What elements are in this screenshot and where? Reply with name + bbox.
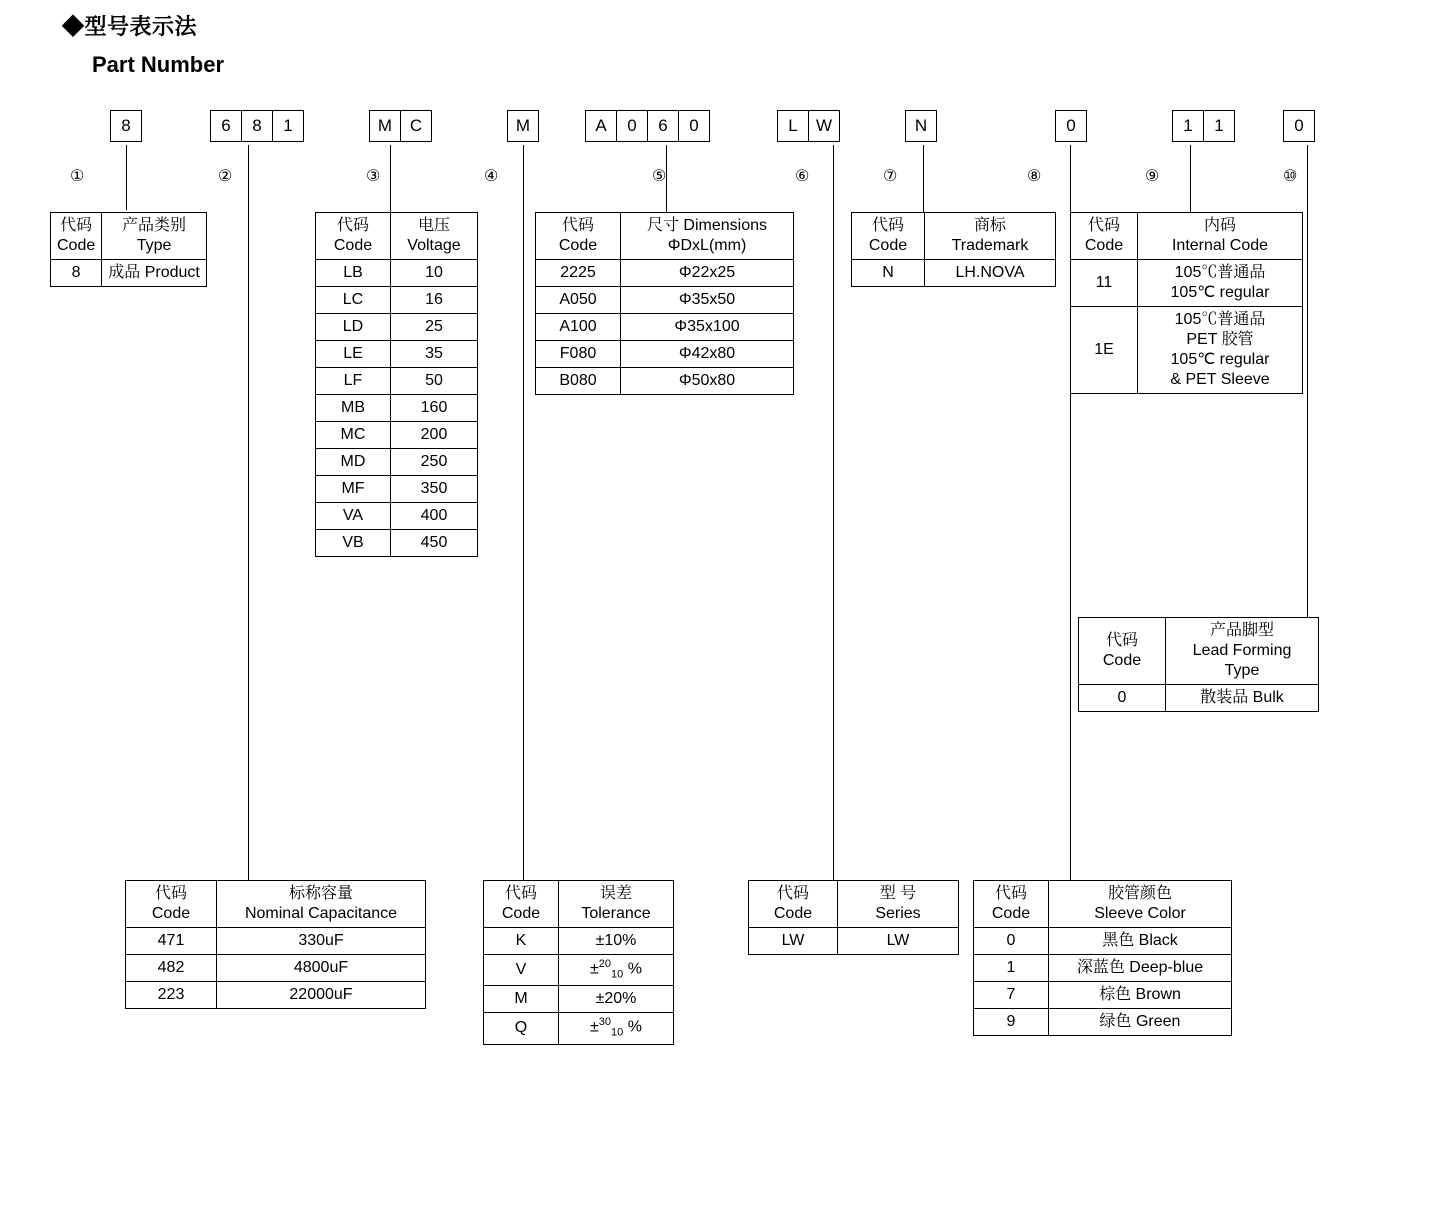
pn-group-4 <box>507 110 539 142</box>
leader-line <box>248 145 249 880</box>
cell-code: LD <box>316 314 391 341</box>
cell-value: 深蓝色 Deep-blue <box>1049 955 1232 982</box>
cell-code: M <box>484 986 559 1013</box>
cell-code: VB <box>316 530 391 557</box>
cell-value: ±$^{30}_{10}$ % <box>559 1013 674 1044</box>
header-type: 产品类别 Type <box>102 213 207 260</box>
pn-char: 0 <box>678 110 710 142</box>
header-code: 代码 Code <box>51 213 102 260</box>
index-marker-6: ⑥ <box>795 168 810 185</box>
pn-char: 6 <box>647 110 679 142</box>
cell-value: ±10% <box>559 928 674 955</box>
cell-code: 8 <box>51 260 102 287</box>
cell-code: 1 <box>974 955 1049 982</box>
cell-code: 2225 <box>536 260 621 287</box>
cell-value: Φ42x80 <box>621 341 794 368</box>
cell-code: 1E <box>1071 307 1138 394</box>
table-row <box>316 422 478 449</box>
table-dimensions <box>535 212 794 395</box>
pn-char: A <box>585 110 617 142</box>
cell-value: Φ35x50 <box>621 287 794 314</box>
cell-value: Φ22x25 <box>621 260 794 287</box>
cell-code: LE <box>316 341 391 368</box>
header-series: 型 号 Series <box>838 881 959 928</box>
pn-group-3 <box>369 110 432 142</box>
table-row <box>536 260 794 287</box>
cell-value: 22000uF <box>217 982 426 1009</box>
table-row <box>126 982 426 1009</box>
cell-value: 棕色 Brown <box>1049 982 1232 1009</box>
pn-char: 0 <box>1283 110 1315 142</box>
cell-code: N <box>852 260 925 287</box>
cell-value: 35 <box>391 341 478 368</box>
table-row <box>51 260 207 287</box>
cell-code: K <box>484 928 559 955</box>
cell-value: 105℃普通品 105℃ regular <box>1138 260 1303 307</box>
cell-value: 25 <box>391 314 478 341</box>
cell-value: 成品 Product <box>102 260 207 287</box>
table-row <box>1079 618 1319 685</box>
cell-value: LW <box>838 928 959 955</box>
pn-group-5 <box>585 110 710 142</box>
page-title <box>62 10 197 41</box>
leader-line <box>1307 145 1308 617</box>
table-internal-code <box>1070 212 1303 394</box>
cell-value: 散装品 Bulk <box>1166 685 1319 712</box>
pn-char: W <box>808 110 840 142</box>
pn-char: 1 <box>272 110 304 142</box>
table-row <box>316 260 478 287</box>
cell-code: Q <box>484 1013 559 1044</box>
table-row <box>1071 260 1303 307</box>
cell-value: 350 <box>391 476 478 503</box>
cell-code: F080 <box>536 341 621 368</box>
table-row <box>126 928 426 955</box>
table-row <box>536 287 794 314</box>
cell-code: LB <box>316 260 391 287</box>
cell-value: 16 <box>391 287 478 314</box>
cell-code: LC <box>316 287 391 314</box>
cell-code: 7 <box>974 982 1049 1009</box>
table-row <box>974 928 1232 955</box>
table-row <box>316 395 478 422</box>
header-code: 代码 Code <box>484 881 559 928</box>
table-row <box>749 928 959 955</box>
table-row <box>316 476 478 503</box>
index-marker-8: ⑧ <box>1027 168 1042 185</box>
header-code: 代码 Code <box>536 213 621 260</box>
index-marker-9: ⑨ <box>1145 168 1160 185</box>
header-code: 代码 Code <box>974 881 1049 928</box>
cell-value: 黑色 Black <box>1049 928 1232 955</box>
table-row <box>1079 685 1319 712</box>
index-marker-10: ⑩ <box>1283 168 1298 185</box>
table-row <box>974 982 1232 1009</box>
pn-char: M <box>507 110 539 142</box>
index-marker-3: ③ <box>366 168 381 185</box>
cell-code: V <box>484 955 559 986</box>
cell-code: 0 <box>974 928 1049 955</box>
index-marker-5: ⑤ <box>652 168 667 185</box>
cell-value: LH.NOVA <box>925 260 1056 287</box>
leader-line <box>126 145 127 210</box>
pn-char: L <box>777 110 809 142</box>
table-row <box>51 213 207 260</box>
table-row <box>484 1013 674 1044</box>
pn-group-7 <box>905 110 937 142</box>
header-code: 代码 Code <box>126 881 217 928</box>
cell-value: 10 <box>391 260 478 287</box>
header-code: 代码 Code <box>316 213 391 260</box>
title-bullet: ◆ <box>62 14 85 39</box>
pn-char: 0 <box>616 110 648 142</box>
header-trademark: 商标 Trademark <box>925 213 1056 260</box>
cell-value: 200 <box>391 422 478 449</box>
table-row <box>536 368 794 395</box>
table-row <box>974 1009 1232 1036</box>
pn-group-10 <box>1283 110 1315 142</box>
table-row <box>974 955 1232 982</box>
table-lead-forming <box>1078 617 1319 712</box>
table-row <box>316 530 478 557</box>
cell-code: A050 <box>536 287 621 314</box>
table-row <box>316 314 478 341</box>
table-row <box>316 449 478 476</box>
cell-value: 105℃普通品 PET 胶管 105℃ regular & PET Sleeve <box>1138 307 1303 394</box>
table-row <box>126 955 426 982</box>
cell-code: 9 <box>974 1009 1049 1036</box>
pn-char: 6 <box>210 110 242 142</box>
cell-value: 330uF <box>217 928 426 955</box>
page-subtitle: Part Number <box>92 52 225 77</box>
header-tolerance: 误差 Tolerance <box>559 881 674 928</box>
table-row <box>852 213 1056 260</box>
pn-char: N <box>905 110 937 142</box>
leader-line <box>833 145 834 880</box>
cell-value: 250 <box>391 449 478 476</box>
cell-value: 160 <box>391 395 478 422</box>
title-cn: 型号表示法 <box>84 14 198 39</box>
table-row <box>126 881 426 928</box>
pn-char: 1 <box>1172 110 1204 142</box>
header-capacitance: 标称容量 Nominal Capacitance <box>217 881 426 928</box>
cell-code: A100 <box>536 314 621 341</box>
table-row <box>749 881 959 928</box>
cell-code: MD <box>316 449 391 476</box>
pn-char: 8 <box>110 110 142 142</box>
table-row <box>484 955 674 986</box>
table-row <box>484 881 674 928</box>
pn-char: 1 <box>1203 110 1235 142</box>
pn-char: 0 <box>1055 110 1087 142</box>
cell-value: Φ50x80 <box>621 368 794 395</box>
cell-value: ±20% <box>559 986 674 1013</box>
cell-code: B080 <box>536 368 621 395</box>
header-lead-forming: 产品脚型 Lead Forming Type <box>1166 618 1319 685</box>
header-sleeve-color: 胶管颜色 Sleeve Color <box>1049 881 1232 928</box>
pn-char: M <box>369 110 401 142</box>
header-code: 代码 Code <box>1079 618 1166 685</box>
pn-group-2 <box>210 110 304 142</box>
table-row <box>316 503 478 530</box>
table-row <box>484 986 674 1013</box>
table-nominal-capacitance <box>125 880 426 1009</box>
table-tolerance <box>483 880 674 1045</box>
cell-code: 471 <box>126 928 217 955</box>
cell-code: 482 <box>126 955 217 982</box>
table-row <box>316 368 478 395</box>
leader-line <box>666 145 667 212</box>
leader-line <box>923 145 924 212</box>
cell-code: MB <box>316 395 391 422</box>
cell-code: MF <box>316 476 391 503</box>
pn-group-1 <box>110 110 142 142</box>
table-row <box>852 260 1056 287</box>
header-dimensions: 尺寸 Dimensions ΦDxL(mm) <box>621 213 794 260</box>
table-row <box>316 287 478 314</box>
header-voltage: 电压 Voltage <box>391 213 478 260</box>
cell-value: 50 <box>391 368 478 395</box>
table-sleeve-color <box>973 880 1232 1036</box>
cell-value: 450 <box>391 530 478 557</box>
table-row <box>484 928 674 955</box>
table-row <box>1071 213 1303 260</box>
index-marker-4: ④ <box>484 168 499 185</box>
cell-code: 223 <box>126 982 217 1009</box>
pn-group-9 <box>1172 110 1235 142</box>
header-code: 代码 Code <box>1071 213 1138 260</box>
cell-value: Φ35x100 <box>621 314 794 341</box>
table-row <box>536 213 794 260</box>
table-row <box>316 213 478 260</box>
table-trademark <box>851 212 1056 287</box>
header-code: 代码 Code <box>749 881 838 928</box>
leader-line <box>1190 145 1191 212</box>
table-series <box>748 880 959 955</box>
table-row <box>1071 307 1303 394</box>
table-row <box>536 341 794 368</box>
index-marker-1: ① <box>70 168 85 185</box>
cell-code: LW <box>749 928 838 955</box>
index-marker-7: ⑦ <box>883 168 898 185</box>
index-marker-2: ② <box>218 168 233 185</box>
header-internal-code: 内码 Internal Code <box>1138 213 1303 260</box>
cell-value: 400 <box>391 503 478 530</box>
pn-char: C <box>400 110 432 142</box>
table-row <box>974 881 1232 928</box>
cell-code: LF <box>316 368 391 395</box>
pn-group-6 <box>777 110 840 142</box>
cell-code: MC <box>316 422 391 449</box>
cell-code: VA <box>316 503 391 530</box>
table-product-type <box>50 212 207 287</box>
cell-value: ±$^{20}_{10}$ % <box>559 955 674 986</box>
leader-line <box>390 145 391 212</box>
leader-line <box>523 145 524 880</box>
table-row <box>316 341 478 368</box>
table-row <box>536 314 794 341</box>
cell-code: 0 <box>1079 685 1166 712</box>
cell-value: 4800uF <box>217 955 426 982</box>
pn-char: 8 <box>241 110 273 142</box>
pn-group-8 <box>1055 110 1087 142</box>
cell-value: 绿色 Green <box>1049 1009 1232 1036</box>
header-code: 代码 Code <box>852 213 925 260</box>
cell-code: 11 <box>1071 260 1138 307</box>
table-voltage <box>315 212 478 557</box>
